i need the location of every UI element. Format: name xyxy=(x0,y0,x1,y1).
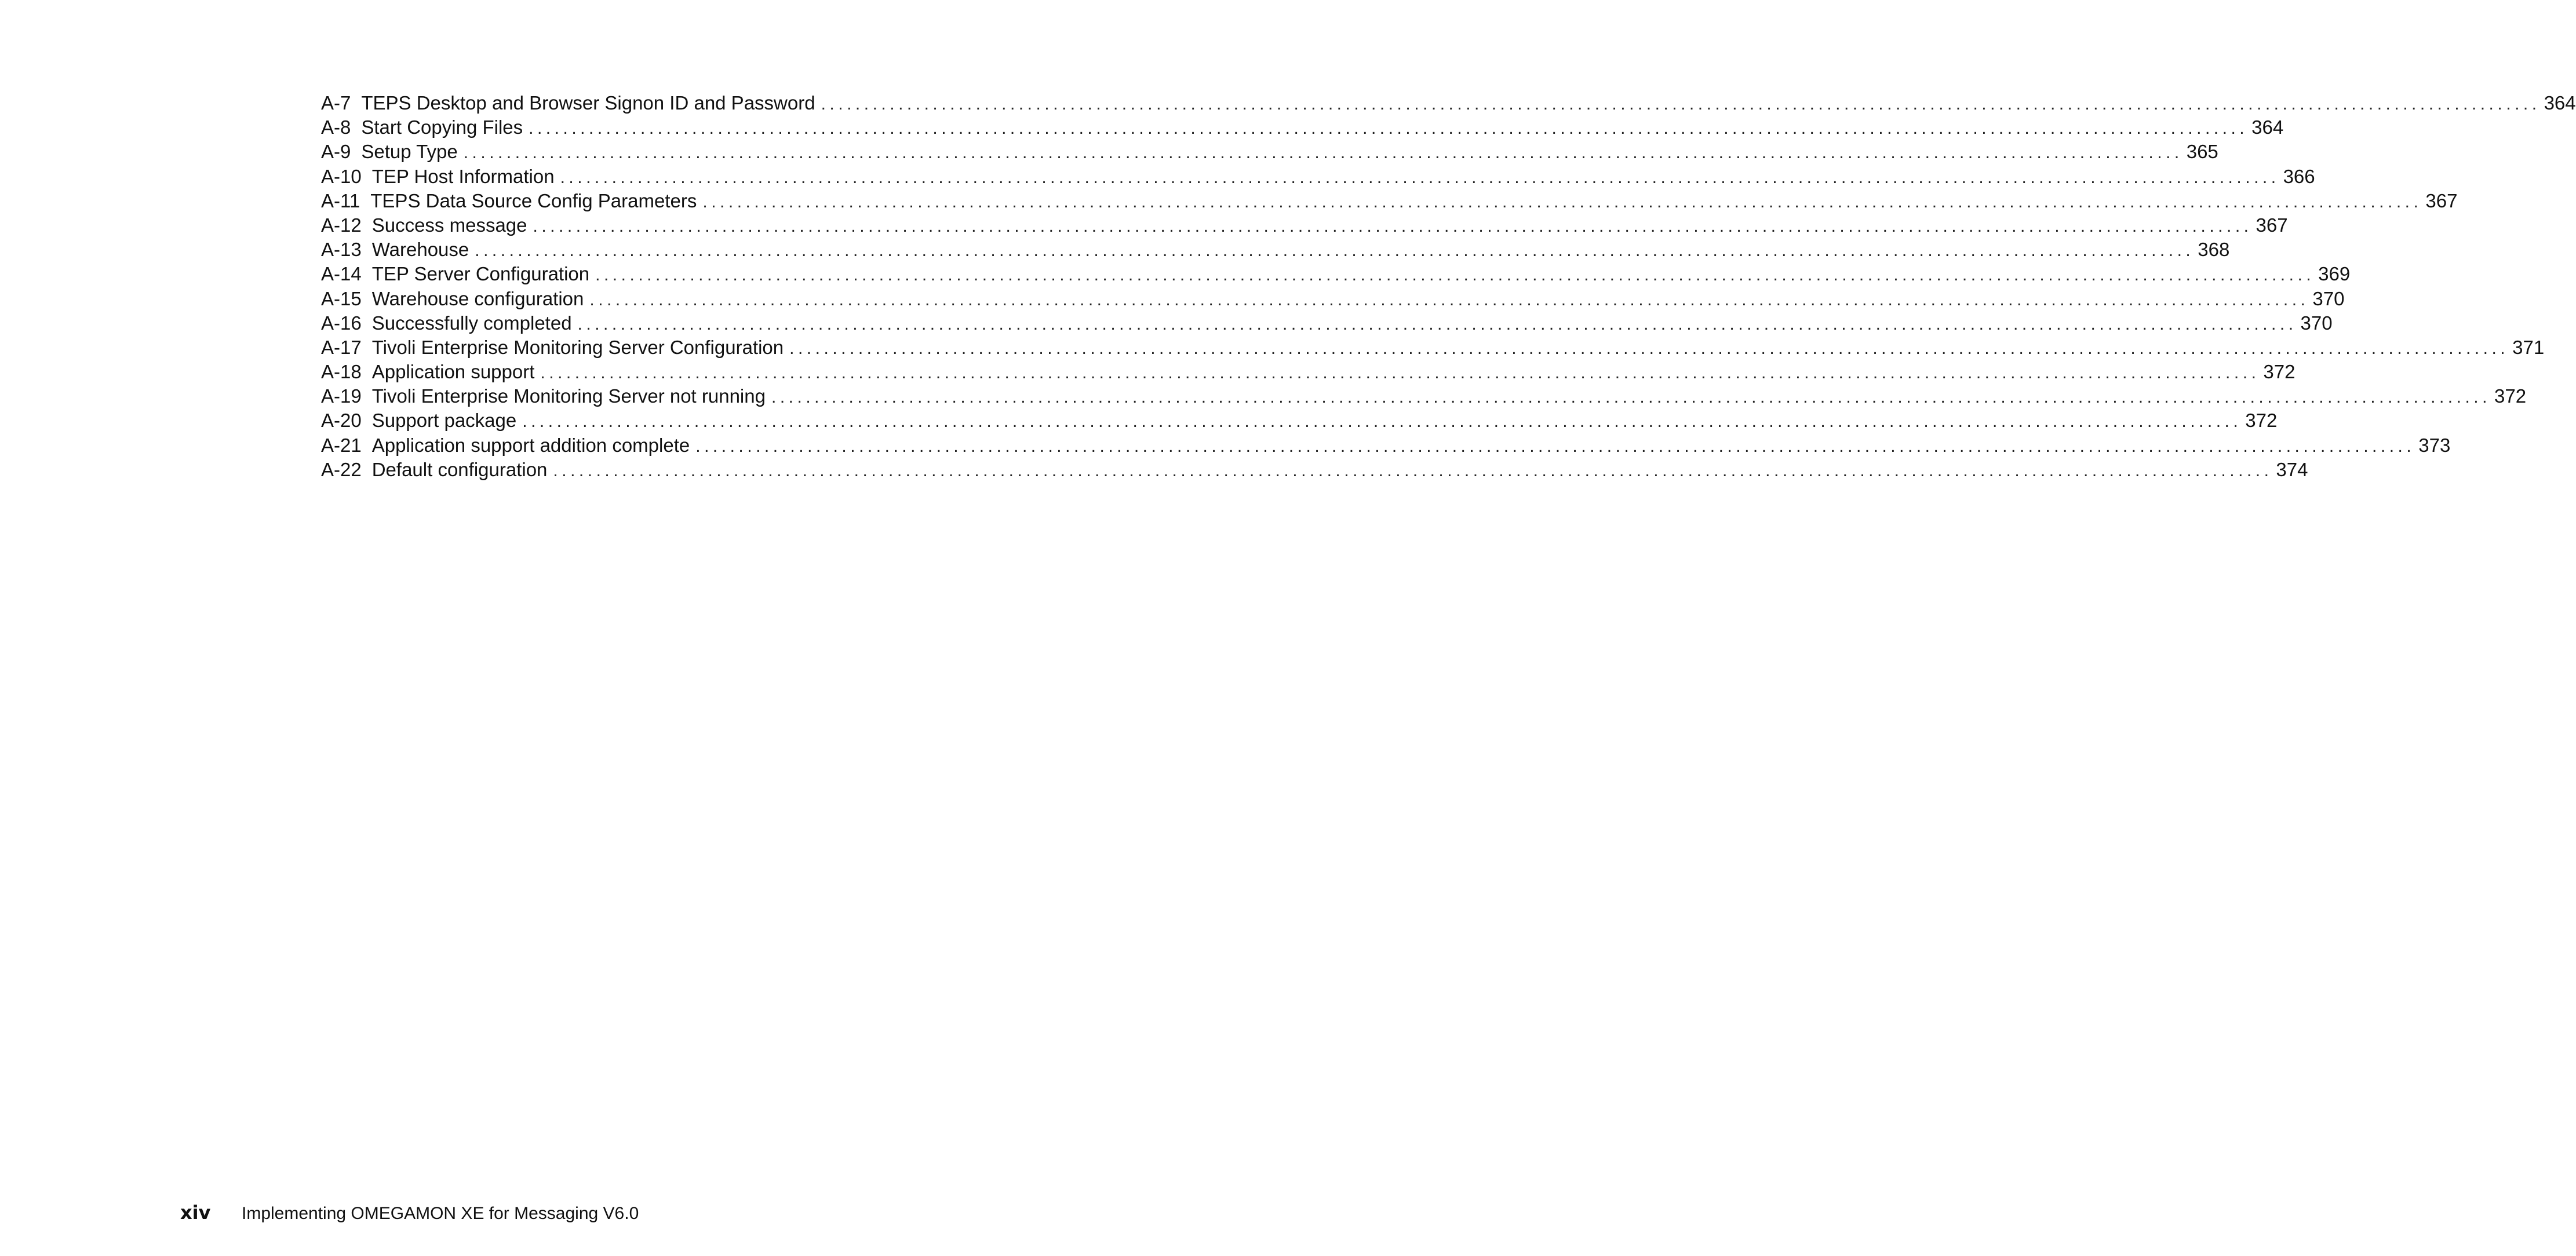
figure-number: A-13 xyxy=(321,239,362,261)
dot-leader: ........................................................................................................................................................................................................ xyxy=(475,241,2195,261)
toc-entry[interactable] xyxy=(321,360,2296,384)
figure-title: TEPS Desktop and Browser Signon ID and Password xyxy=(361,92,815,114)
figure-title: TEP Server Configuration xyxy=(371,263,590,285)
dot-leader: ........................................................................................................................................................................................................ xyxy=(821,94,2541,114)
toc-entry[interactable] xyxy=(321,433,2451,458)
figure-number: A-7 xyxy=(321,92,351,114)
dot-leader: ........................................................................................................................................................................................................ xyxy=(522,412,2242,432)
page-number: 373 xyxy=(2418,434,2451,456)
page-number: 367 xyxy=(2425,189,2458,211)
dot-leader: ........................................................................................................................................................................................................ xyxy=(463,143,2183,163)
figure-number: A-20 xyxy=(321,410,362,432)
toc-entry[interactable] xyxy=(321,311,2333,335)
toc-entry[interactable] xyxy=(321,458,2308,482)
page-number: 370 xyxy=(2312,287,2345,309)
dot-leader: ........................................................................................................................................................................................................ xyxy=(695,436,2415,456)
figure-title: Success message xyxy=(371,214,527,236)
dot-leader: ........................................................................................................................................................................................................ xyxy=(533,216,2253,236)
page-number: 372 xyxy=(2245,410,2278,432)
figure-title: Default configuration xyxy=(371,458,548,480)
footer-page-number: xiv xyxy=(180,1202,211,1224)
page-number: 367 xyxy=(2256,214,2288,236)
figure-title: Application support xyxy=(371,361,535,383)
dot-leader: ........................................................................................................................................................................................................ xyxy=(789,338,2509,358)
figure-number: A-17 xyxy=(321,336,362,358)
dot-leader: ........................................................................................................................................................................................................ xyxy=(560,167,2280,187)
footer-book-title: Implementing OMEGAMON XE for Messaging V6.0 xyxy=(242,1204,639,1223)
figure-title: Start Copying Files xyxy=(361,116,523,138)
page-number: 374 xyxy=(2276,458,2308,480)
figure-number: A-15 xyxy=(321,287,362,309)
page-footer xyxy=(180,1202,639,1224)
toc-entry[interactable] xyxy=(321,384,2527,408)
page-number: 372 xyxy=(2263,361,2296,383)
figure-number: A-11 xyxy=(321,189,360,211)
dot-leader: ........................................................................................................................................................................................................ xyxy=(595,265,2315,285)
figure-number: A-19 xyxy=(321,385,362,407)
dot-leader: ........................................................................................................................................................................................................ xyxy=(589,290,2309,309)
figure-title: Warehouse configuration xyxy=(371,287,584,309)
list-of-figures xyxy=(321,91,2576,482)
page-number: 369 xyxy=(2318,263,2351,285)
toc-entry[interactable] xyxy=(321,91,2576,115)
page-number: 371 xyxy=(2512,336,2545,358)
figure-number: A-16 xyxy=(321,312,362,334)
figure-number: A-10 xyxy=(321,165,362,187)
figure-title: Setup Type xyxy=(361,141,458,163)
figure-title: Tivoli Enterprise Monitoring Server not running xyxy=(371,385,766,407)
toc-entry[interactable] xyxy=(321,408,2278,433)
dot-leader: ........................................................................................................................................................................................................ xyxy=(771,388,2491,407)
figure-number: A-21 xyxy=(321,434,362,456)
page-number: 366 xyxy=(2283,165,2315,187)
figure-title: TEP Host Information xyxy=(371,165,555,187)
toc-entry[interactable] xyxy=(321,189,2458,213)
figure-title: Support package xyxy=(371,410,517,432)
toc-entry[interactable] xyxy=(321,262,2351,286)
dot-leader: ........................................................................................................................................................................................................ xyxy=(529,119,2249,138)
dot-leader: ........................................................................................................................................................................................................ xyxy=(577,314,2297,334)
toc-entry[interactable] xyxy=(321,115,2284,140)
toc-entry[interactable] xyxy=(321,287,2345,311)
toc-entry[interactable] xyxy=(321,140,2218,164)
figure-title: Successfully completed xyxy=(371,312,572,334)
figure-number: A-9 xyxy=(321,141,351,163)
dot-leader: ........................................................................................................................................................................................................ xyxy=(553,461,2273,480)
figure-title: Warehouse xyxy=(371,239,469,261)
page-number: 370 xyxy=(2300,312,2333,334)
figure-title: Application support addition complete xyxy=(371,434,690,456)
dot-leader: ........................................................................................................................................................................................................ xyxy=(702,192,2422,211)
figure-number: A-14 xyxy=(321,263,362,285)
figure-title: Tivoli Enterprise Monitoring Server Configuration xyxy=(371,336,784,358)
dot-leader: ........................................................................................................................................................................................................ xyxy=(540,363,2260,383)
toc-entry[interactable] xyxy=(321,335,2545,360)
toc-entry[interactable] xyxy=(321,213,2288,238)
page-number: 364 xyxy=(2544,92,2576,114)
figure-number: A-22 xyxy=(321,458,362,480)
figure-number: A-12 xyxy=(321,214,362,236)
figure-number: A-18 xyxy=(321,361,362,383)
figure-number: A-8 xyxy=(321,116,351,138)
page-number: 372 xyxy=(2494,385,2527,407)
toc-entry[interactable] xyxy=(321,238,2230,262)
figure-title: TEPS Data Source Config Parameters xyxy=(370,189,697,211)
page-number: 364 xyxy=(2251,116,2284,138)
toc-entry[interactable] xyxy=(321,165,2315,189)
page-number: 365 xyxy=(2186,141,2218,163)
page-number: 368 xyxy=(2198,239,2230,261)
